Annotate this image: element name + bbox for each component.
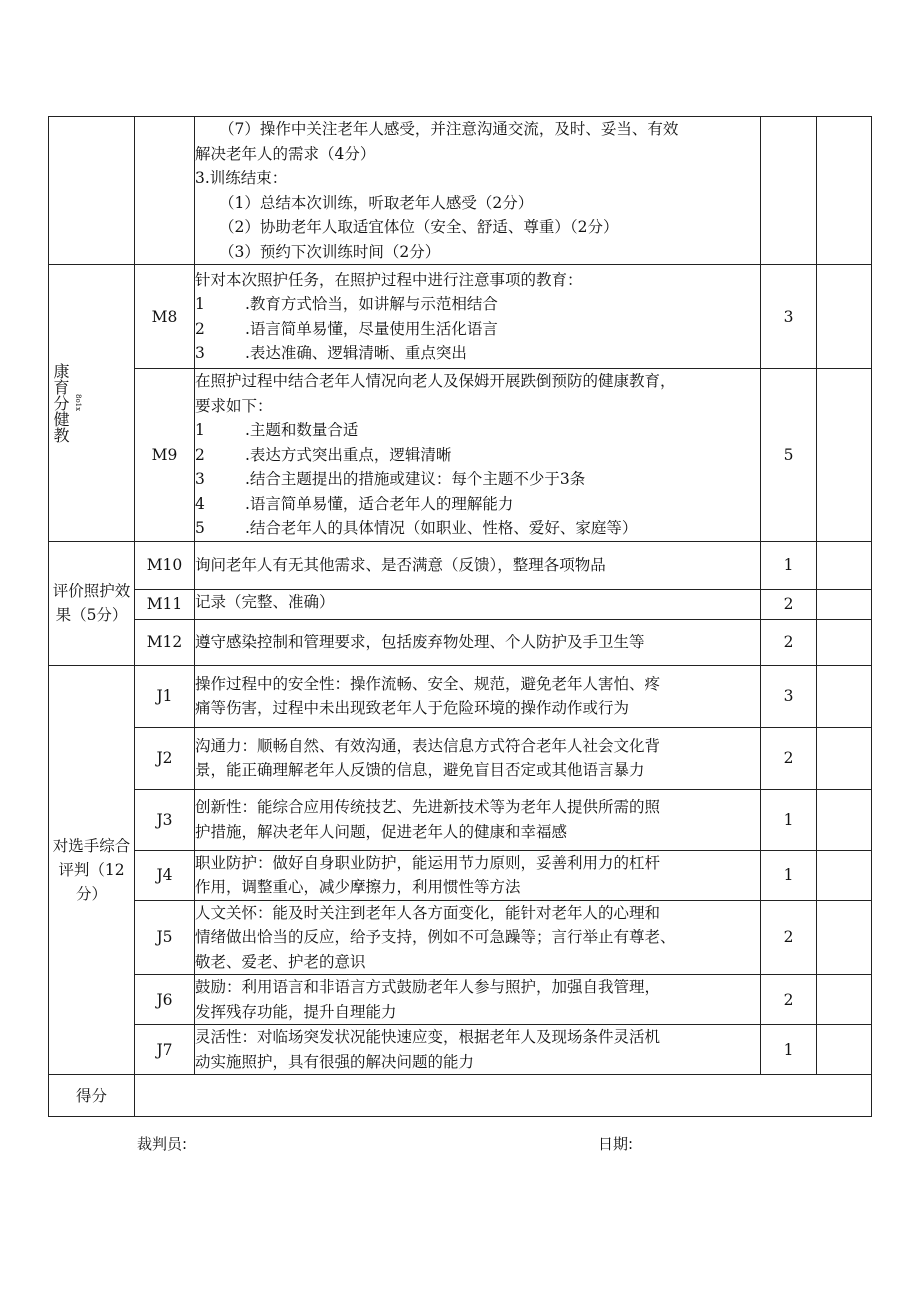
category-label: 康育分健教 [51,362,70,443]
desc-line: （2）协助老年人取适宜体位（安全、舒适、尊重）（2分） [219,218,619,236]
description-cell [195,265,761,369]
table-row [49,900,872,975]
desc-line: 敬老、爱老、护老的意识 [195,952,366,971]
table-row [49,975,872,1025]
desc-line: 2 .表达方式突出重点，逻辑清晰 [195,445,452,464]
item-code: J2 [135,727,195,789]
table-row [49,369,872,542]
item-code: M8 [135,265,195,369]
desc-line: 发挥残存功能，提升自理能力 [195,1002,397,1021]
desc-line: 3.训练结束： [195,169,288,187]
desc-line: 作用，调整重心，减少摩擦力，利用惯性等方法 [195,878,521,896]
description-cell [195,117,761,265]
score-cell [817,1025,872,1075]
description-cell [195,619,761,665]
score-cell [817,541,872,589]
desc-line: 动实施照护，具有很强的解决问题的能力 [195,1052,475,1071]
item-code: J5 [135,900,195,975]
table-row [49,727,872,789]
item-code: M9 [135,369,195,542]
score-cell [817,665,872,727]
points-cell [761,117,817,265]
score-cell [817,975,872,1025]
code-cell [135,117,195,265]
points-value: 2 [761,727,817,789]
description-cell [195,850,761,900]
table-row [49,850,872,900]
table-row [49,117,872,265]
description-cell [195,541,761,589]
desc-line: 针对本次照护任务，在照护过程中进行注意事项的教育： [195,270,583,289]
points-value: 1 [761,1025,817,1075]
category-health-education [49,265,135,542]
desc-line: 情绪做出恰当的反应，给予支持，例如不可急躁等；言行举止有尊老、 [195,928,676,946]
item-code: J6 [135,975,195,1025]
description-cell [195,975,761,1025]
table-row [49,589,872,619]
item-code: J3 [135,789,195,850]
score-cell [817,619,872,665]
desc-line: 职业防护：做好自身职业防护，能运用节力原则，妥善利用力的杠杆 [195,853,661,872]
desc-line: 痛等伤害，过程中未出现致老年人于危险环境的操作动作或行为 [195,699,630,717]
desc-line: 操作过程中的安全性：操作流畅、安全、规范，避免老年人害怕、疼 [195,674,661,693]
table-row [49,1025,872,1075]
score-cell [817,369,872,542]
desc-line: 鼓励：利用语言和非语言方式鼓励老年人参与照护，加强自我管理， [195,978,661,996]
score-cell [817,850,872,900]
points-value: 3 [761,665,817,727]
desc-line: 1 .主题和数量合适 [195,421,359,439]
table-row [49,619,872,665]
desc-line: 记录（完整、准确） [195,592,335,611]
desc-line: 询问老年人有无其他需求、是否满意（反馈），整理各项物品 [195,555,606,574]
points-value: 2 [761,589,817,619]
referee-label: 裁判员: [137,1135,188,1153]
table-row-total [49,1075,872,1117]
score-cell [817,589,872,619]
item-code: J7 [135,1025,195,1075]
description-cell [195,589,761,619]
category-small-text: 8o1x [74,394,82,412]
score-cell [817,265,872,369]
description-cell [195,789,761,850]
desc-line: 人文关怀：能及时关注到老年人各方面变化，能针对老年人的心理和 [195,903,661,922]
desc-line: 遵守感染控制和管理要求，包括废弃物处理、个人防护及手卫生等 [195,632,645,651]
points-value: 2 [761,900,817,975]
desc-line: 3 .结合主题提出的措施或建议：每个主题不少于3条 [195,470,586,488]
desc-line: 在照护过程中结合老年人情况向老人及保姆开展跌倒预防的健康教育， [195,372,676,390]
score-cell [817,900,872,975]
description-cell [195,900,761,975]
desc-line: 4 .语言简单易懂，适合老年人的理解能力 [195,494,514,513]
points-value: 1 [761,789,817,850]
table-row [49,265,872,369]
points-value: 3 [761,265,817,369]
date-label: 日期: [598,1135,634,1153]
item-code: J1 [135,665,195,727]
description-cell [195,727,761,789]
points-value: 2 [761,619,817,665]
scoring-table [48,116,872,1117]
item-code: J4 [135,850,195,900]
desc-line: （7）操作中关注老年人感受，并注意沟通交流，及时、妥当、有效 [219,120,679,138]
desc-line: 解决老年人的需求（4分） [195,144,376,163]
table-row [49,789,872,850]
table-row [49,541,872,589]
score-cell [817,727,872,789]
category-cell [49,117,135,265]
item-code: M11 [135,589,195,619]
points-value: 5 [761,369,817,542]
desc-line: 5 .结合老年人的具体情况（如职业、性格、爱好、家庭等） [195,519,638,537]
item-code: M10 [135,541,195,589]
item-code: M12 [135,619,195,665]
desc-line: 景，能正确理解老年人反馈的信息，避免盲目否定或其他语言暴力 [195,761,645,779]
category-overall-judgement: 对选手综合评判（12分） [49,665,135,1075]
desc-line: 创新性：能综合应用传统技艺、先进新技术等为老年人提供所需的照 [195,798,661,816]
desc-line: 灵活性：对临场突发状况能快速应变，根据老年人及现场条件灵活机 [195,1028,661,1046]
desc-line: 1 .教育方式恰当，如讲解与示范相结合 [195,295,498,313]
desc-line: 要求如下： [195,396,273,415]
description-cell [195,665,761,727]
desc-line: 2 .语言简单易懂，尽量使用生活化语言 [195,319,498,338]
table-row [49,665,872,727]
desc-line: 护措施，解决老年人问题，促进老年人的健康和幸福感 [195,822,568,841]
points-value: 1 [761,541,817,589]
points-value: 2 [761,975,817,1025]
description-cell [195,1025,761,1075]
score-cell [817,117,872,265]
description-cell [195,369,761,542]
desc-line: 3 .表达准确、逻辑清晰、重点突出 [195,344,467,362]
total-score-label: 得分 [49,1075,135,1117]
desc-line: （1）总结本次训练，听取老年人感受（2分） [219,193,534,212]
desc-line: （3）预约下次训练时间（2分） [219,242,441,261]
desc-line: 沟通力：顺畅自然、有效沟通，表达信息方式符合老年人社会文化背 [195,736,661,755]
score-cell [817,789,872,850]
total-score-value[interactable] [135,1075,872,1117]
points-value: 1 [761,850,817,900]
category-evaluation: 评价照护效果（5分） [49,541,135,665]
